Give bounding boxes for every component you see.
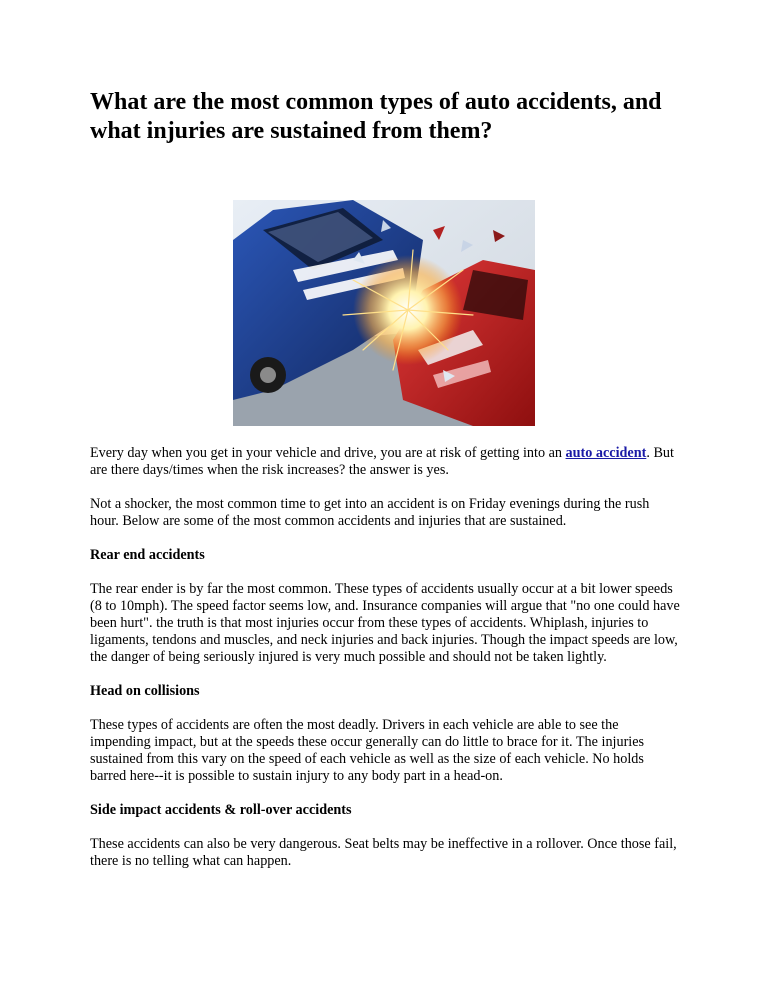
- paragraph-side-impact: These accidents can also be very dangerous. Seat belts may be ineffective in a rollover. Once those fail, there is no telling what can happen.: [90, 836, 677, 869]
- heading-head-on-collisions: Head on collisions: [90, 683, 200, 699]
- heading-side-impact-rollover: Side impact accidents & roll-over accidents: [90, 802, 352, 818]
- car-crash-illustration: [233, 200, 535, 426]
- paragraph-rear-end: The rear ender is by far the most common. These types of accidents usually occur at a bit lower speeds (8 to 10mph). The speed factor seems low, and. Insurance companies will argue that "no one could have been hurt". the truth is that most injuries occur from these types of accidents. Whiplash, injuries to ligaments, tendons and muscles, and neck injuries and back injuries. Though the impact speeds are low, the danger of being seriously injured is very much possible and should not be taken lightly.: [90, 581, 680, 665]
- intro-paragraph: Every day when you get in your vehicle and drive, you are at risk of getting into an auto accident. But are there days/times when the risk increases? the answer is yes.: [90, 445, 674, 478]
- page-title: What are the most common types of auto accidents, and what injuries are sustained from them?: [90, 89, 662, 144]
- paragraph-friday-rush-hour: Not a shocker, the most common time to get into an accident is on Friday evenings during the rush hour. Below are some of the most common accidents and injuries that are sustained.: [90, 496, 650, 529]
- heading-rear-end-accidents: Rear end accidents: [90, 547, 205, 563]
- paragraph-head-on: These types of accidents are often the most deadly. Drivers in each vehicle are able to see the impending impact, but at the speeds these occur generally can do little to brace for it. The injuries sustained from this vary on the speed of each vehicle as well as the size of each vehicle. No holds barred here--it is possible to sustain injury to any body part in a head-on.: [90, 717, 645, 784]
- article-body: [90, 445, 680, 887]
- auto-accident-link[interactable]: auto accident: [565, 445, 647, 461]
- car-crash-image: [233, 200, 535, 426]
